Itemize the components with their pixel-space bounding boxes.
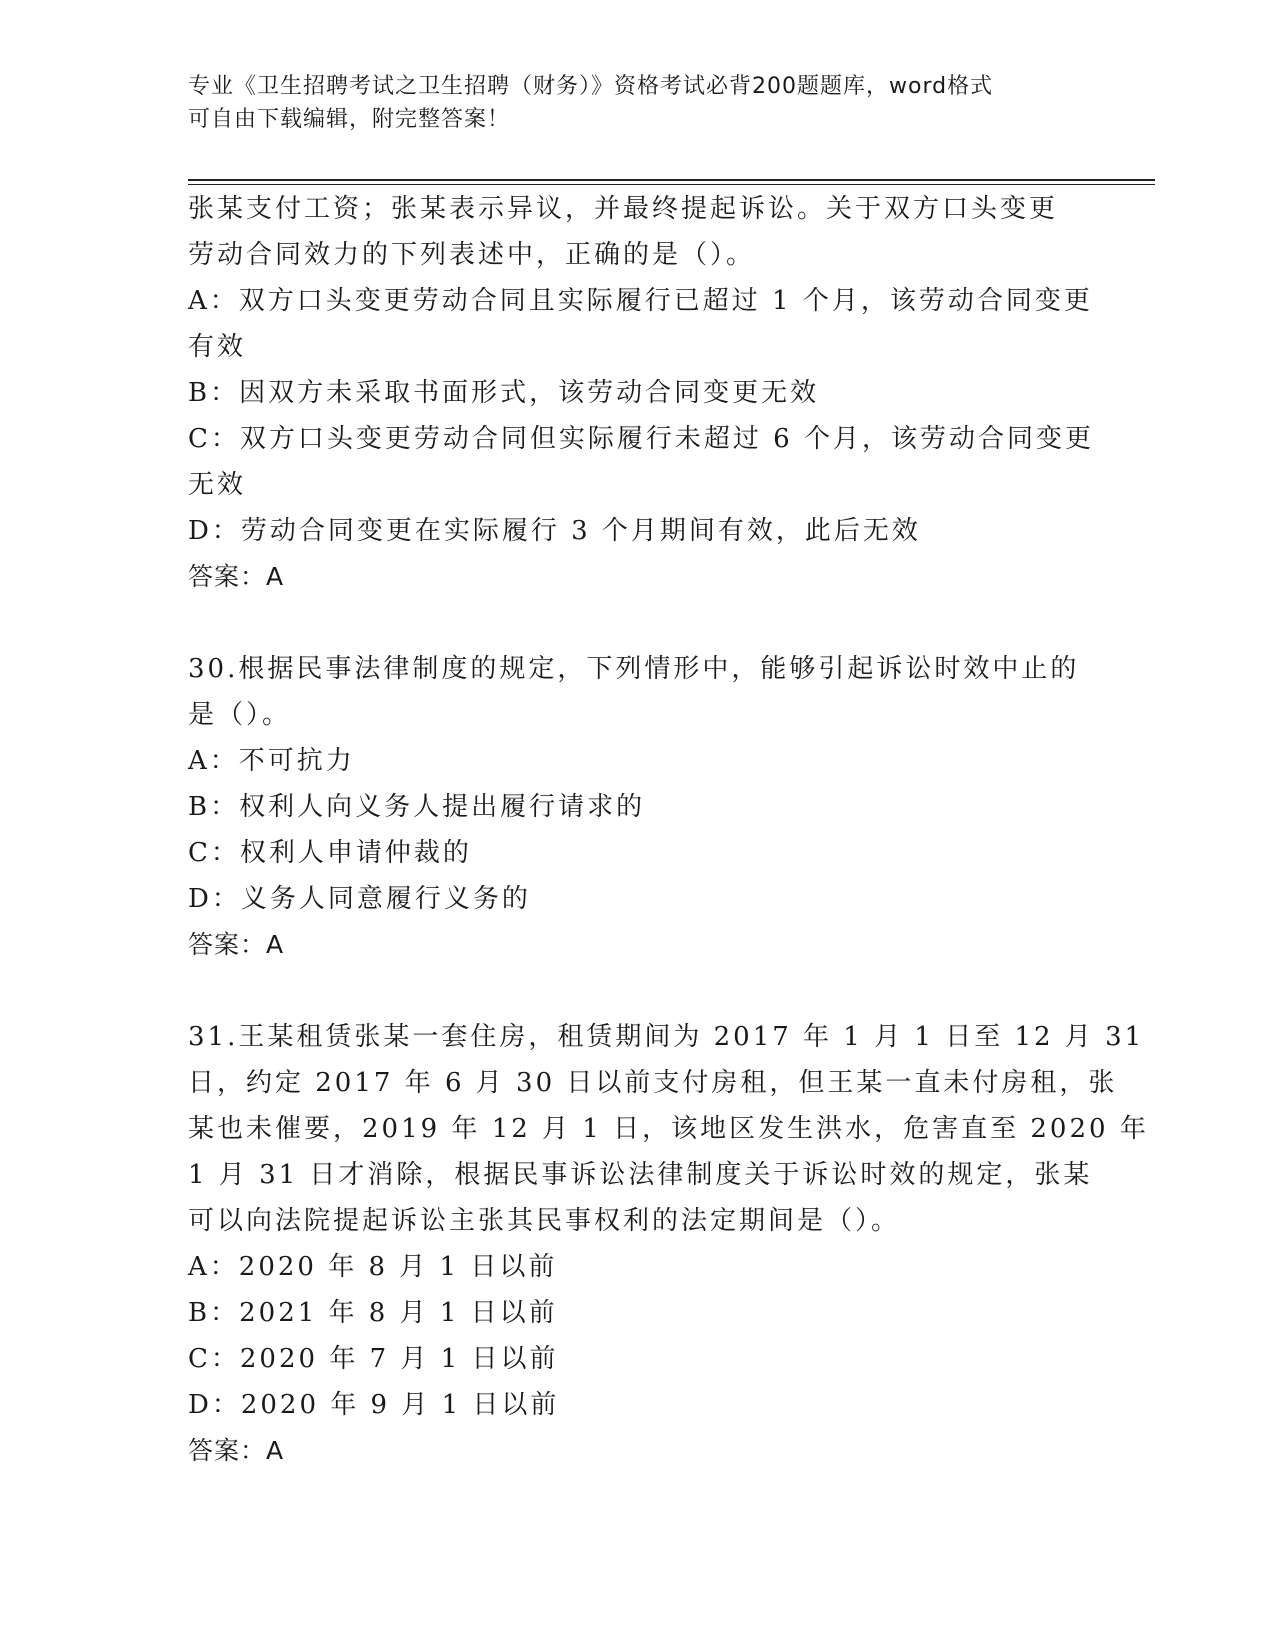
- page-header: [188, 70, 1068, 136]
- question-text-line: 是（）。: [188, 700, 292, 730]
- question-text-line: 30.根据民事法律制度的规定，下列情形中，能够引起诉讼时效中止的: [188, 654, 1080, 684]
- header-divider-thin: [188, 184, 1155, 185]
- option-a: A：2020 年 8 月 1 日以前: [188, 1252, 558, 1282]
- answer-label: 答案：A: [188, 1436, 285, 1465]
- option-b: B：权利人向义务人提出履行请求的: [188, 792, 646, 822]
- question-text-line: 日，约定 2017 年 6 月 30 日以前支付房租，但王某一直未付房租，张: [188, 1068, 1118, 1098]
- question-block: [188, 646, 1088, 968]
- option-d: D：2020 年 9 月 1 日以前: [188, 1390, 560, 1420]
- option-c: C：权利人申请仲裁的: [188, 838, 472, 868]
- option-a: [188, 278, 1093, 370]
- answer-label: 答案：A: [188, 562, 285, 591]
- answer-label: 答案：A: [188, 930, 285, 959]
- option-c: [188, 416, 1094, 508]
- option-text-line: D：劳动合同变更在实际履行 3 个月期间有效，此后无效: [188, 516, 921, 546]
- option-text-line: 无效: [188, 470, 247, 500]
- option-b: [188, 370, 1088, 416]
- question-block: [188, 1014, 1149, 1474]
- option-text-line: A：双方口头变更劳动合同且实际履行已超过 1 个月，该劳动合同变更: [188, 286, 1093, 316]
- option-d: D：义务人同意履行义务的: [188, 884, 531, 914]
- option-c: C：2020 年 7 月 1 日以前: [188, 1344, 559, 1374]
- option-b: B：2021 年 8 月 1 日以前: [188, 1298, 558, 1328]
- option-d: [188, 508, 1088, 554]
- header-divider: [188, 179, 1155, 181]
- question-text-line: 31.王某租赁张某一套住房，租赁期间为 2017 年 1 月 1 日至 12 月 31: [188, 1022, 1145, 1052]
- question-text-line: 某也未催要，2019 年 12 月 1 日，该地区发生洪水，危害直至 2020 年: [188, 1114, 1149, 1144]
- option-text-line: B：因双方未采取书面形式，该劳动合同变更无效: [188, 378, 820, 408]
- option-text-line: 有效: [188, 332, 247, 362]
- question-block: [188, 186, 1094, 600]
- question-text-line: 张某支付工资；张某表示异议，并最终提起诉讼。关于双方口头变更: [188, 194, 1059, 224]
- question-text-line: 可以向法院提起诉讼主张其民事权利的法定期间是（）。: [188, 1206, 901, 1236]
- question-text-line: 1 月 31 日才消除，根据民事诉讼法律制度关于诉讼时效的规定，张某: [188, 1160, 1093, 1190]
- option-text-line: C：双方口头变更劳动合同但实际履行未超过 6 个月，该劳动合同变更: [188, 424, 1094, 454]
- header-line-2: 可自由下载编辑，附完整答案！: [188, 107, 511, 132]
- question-list: [188, 186, 1149, 1520]
- header-line-1: 专业《卫生招聘考试之卫生招聘（财务）》资格考试必背200题题库，word格式: [188, 74, 994, 99]
- option-a: A：不可抗力: [188, 746, 355, 776]
- question-text-line: 劳动合同效力的下列表述中，正确的是（）。: [188, 240, 756, 270]
